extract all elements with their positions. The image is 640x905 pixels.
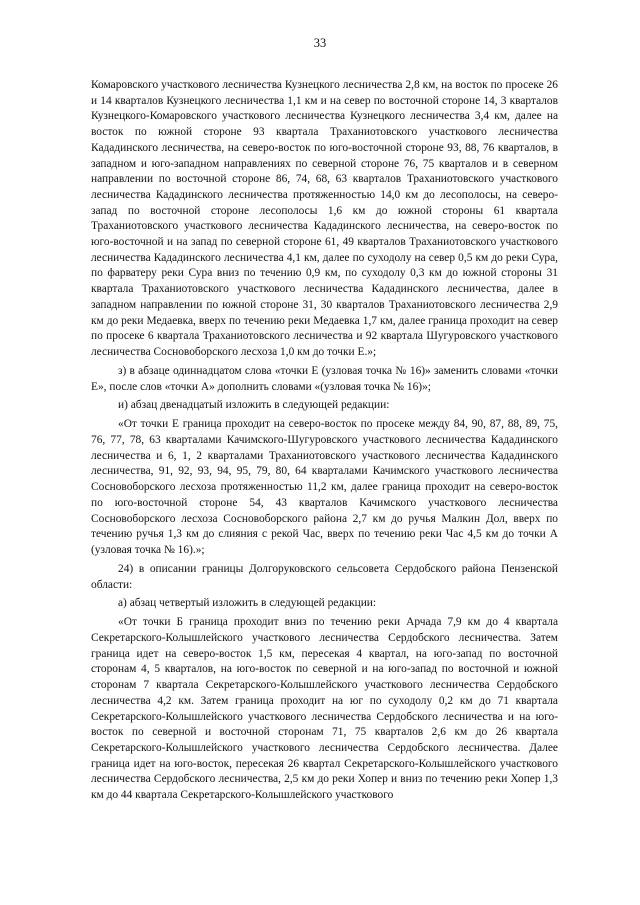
paragraph: а) абзац четвертый изложить в следующей редакции: (118, 597, 377, 610)
document-body (91, 78, 558, 807)
paragraph: Комаровского участкового лесничества Кузнецкого лесничества 2,8 км, на восток по просеке 26 и 14 кварталов Кузнецкого лесничества 1,1 км и на север по восточной стороне 14, 3 кварталов Кузнецкого-Комаровского участкового лесничества Кузнецкого лесничества 3,4 км, далее на восток по южной стороне 93 квартала Траханиотовского участкового лесничества Кададинского лесничества, на северо-восток по юго-восточной стороне 93, 88, 76 кварталов, в западном и юго-западном направлениях по северной стороне 76, 75 кварталов и в северном направлении по восточной стороне 86, 74, 68, 63 кварталов Траханиотовского участкового лесничества Кададинского лесничества протяженностью 14,0 км до лесополосы, на северо-запад по восточной стороне лесополосы 1,6 км до южной стороны 61 квартала Траханиотовского участкового лесничества Кададинского лесничества, на северо-восток по юго-восточной и на запад по северной стороне 61, 49 кварталов Траханиотовского участкового лесничества Кададинского лесничества 4,1 км, далее по суходолу на север 0,5 км до реки Сура, по фарватеру реки Сура вниз по течению 0,9 км, по суходолу 0,3 км до южной стороны 31 квартала Траханиотовского участкового лесничества Кададинского лесничества, далее в западном направлении по южной стороне 31, 30 кварталов Траханиотовского лесничества 2,9 км до реки Медаевка, вверх по течению реки Медаевка 1,7 км, далее граница проходит на север по просеке 6 квартала Траханиотовского лесничества и 92 квартала Шугуровского участкового лесничества Сосновоборского лесхоза 1,0 км до точки Е.»; (91, 79, 558, 358)
page-number: 33 (313, 36, 327, 50)
paragraph: и) абзац двенадцатый изложить в следующей редакции: (118, 399, 390, 412)
paragraph: 24) в описании границы Долгоруковского сельсовета Сердобского района Пензенской области: (91, 562, 558, 591)
paragraph: з) в абзаце одиннадцатом слова «точки Е (узловая точка № 16)» заменить словами «точки Е», после слов «точки А» дополнить словами «(узловая точка № 16)»; (91, 364, 558, 393)
paragraph: «От точки Е граница проходит на северо-восток по просеке между 84, 90, 87, 88, 89, 75, 76, 77, 78, 63 кварталами Качимского-Шугуровского участкового лесничества Кададинского лесничества и 6, 1, 2 кварталами Траханиотовского участкового лесничества Кададинского лесничества, 91, 92, 93, 94, 95, 79, 80, 64 кварталами Качимского участкового лесничества Сосновоборского лесхоза протяженностью 11,2 км, далее граница проходит на северо-восток по юго-восточной стороне 54, 43 кварталов Качимского участкового лесничества Сосновоборского лесхоза Сосновоборского района 2,7 км до ручья Малкин Дол, вверх по течению ручья 1,3 км до слияния с рекой Час, вверх по течению реки Час 4,5 км до точки А (узловая точка № 16).»; (91, 418, 558, 556)
paragraph: «От точки Б граница проходит вниз по течению реки Арчада 7,9 км до 4 квартала Секретарского-Колышлейского участкового лесничества Сердобского лесничества. Затем граница идет на северо-восток 1,5 км, пересекая 4 квартал, на юго-запад по восточной сторонам 4, 5 кварталов, на юго-восток по северной и на юго-запад по восточной и южной сторонам 7 квартала Секретарского-Колышлейского участкового лесничества Сердобского лесничества 4,2 км. Затем граница проходит на юг по суходолу 0,2 км до 71 квартала Секретарского-Колышлейского участкового лесничества Сердобского лесничества и на юго-восток по северной и восточной сторонам 71, 75 кварталов 2,6 км до 26 квартала Секретарского-Колышлейского участкового лесничества Сердобского лесничества. Далее граница идет на юго-восток, пересекая 26 квартал Секретарского-Колышлейского участкового лесничества Сердобского лесничества, 2,5 км до реки Хопер и вниз по течению реки Хопер 1,3 км до 44 квартала Секретарского-Колышлейского участкового (91, 616, 558, 802)
